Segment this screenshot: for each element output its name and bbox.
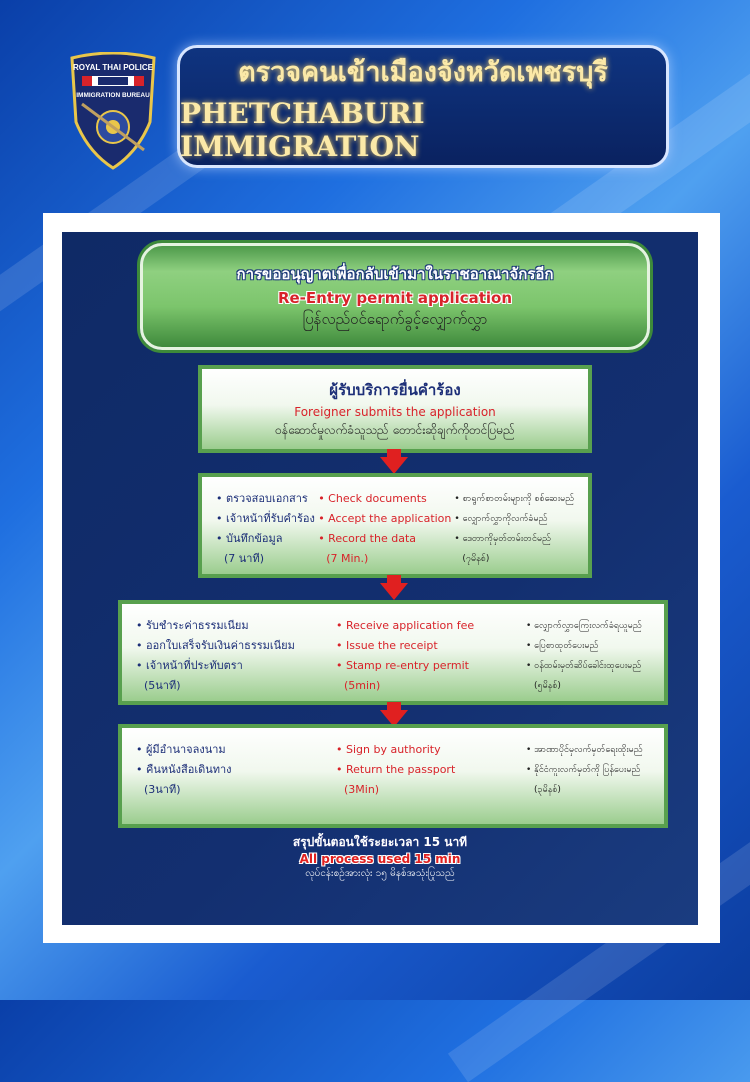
step3-myanmar-item: • လျှောက်လွှာကြေးလက်ခံရယူမည်: [526, 621, 642, 631]
header-title-thai: ตรวจคนเข้าเมืองจังหวัดเพชรบุรี: [238, 57, 608, 88]
title-english: Re-Entry permit application: [277, 288, 513, 307]
svg-text:ROYAL THAI POLICE: ROYAL THAI POLICE: [72, 63, 154, 72]
title-box: [140, 243, 650, 350]
svg-text:IMMIGRATION BUREAU: IMMIGRATION BUREAU: [76, 92, 150, 99]
step2-thai-item: • บันทึกข้อมูล: [216, 532, 283, 545]
step-sign-return: [118, 724, 668, 828]
step2-myanmar-item: • စာရွက်စာတမ်းများကို စစ်ဆေးမည်: [454, 494, 574, 504]
step2-thai-item: • เจ้าหน้าที่รับคำร้อง: [216, 512, 315, 525]
step3-thai-item: • เจ้าหน้าที่ประทับตรา: [136, 659, 243, 672]
step3-thai-time: (5นาที): [144, 679, 181, 692]
step2-english-item: • Record the data: [318, 532, 417, 545]
step4-myanmar-time: (၃မိနစ်): [534, 785, 561, 795]
step3-thai-item: • ออกใบเสร็จรับเงินค่าธรรมเนียม: [136, 639, 295, 652]
step-check-documents: [198, 473, 592, 578]
summary-myanmar: လုပ်ငန်းစဉ်အားလုံး ၁၅ မိနစ်အသုံးပြုသည်: [305, 868, 455, 879]
step2-myanmar-time: (၇မိနစ်): [462, 554, 490, 564]
step2-myanmar-item: • လျှောက်လွှာကိုလက်ခံမည်: [454, 514, 548, 524]
step4-thai-item: • ผู้มีอำนาจลงนาม: [136, 743, 226, 756]
header-title-english: PHETCHABURI IMMIGRATION: [180, 97, 425, 163]
immigration-bureau-logo: [68, 52, 158, 170]
summary-english: All process used 15 min: [299, 852, 461, 866]
page-header: [177, 45, 669, 168]
step3-myanmar-time: (၅မိနစ်): [534, 681, 561, 691]
step-payment: [118, 600, 668, 705]
step4-english-time: (3Min): [344, 783, 380, 796]
title-myanmar: ပြန်လည်ဝင်ရောက်ခွင့်လျှောက်လွှာ: [302, 309, 488, 328]
step2-english-item: • Check documents: [318, 492, 427, 505]
step4-thai-item: • คืนหนังสือเดินทาง: [136, 763, 232, 776]
step3-english-item: • Issue the receipt: [336, 639, 438, 652]
title-thai: การขออนุญาตเพื่อกลับเข้ามาในราชอาณาจักรอีก: [236, 264, 554, 283]
step2-thai-item: • ตรวจสอบเอกสาร: [216, 492, 308, 505]
step2-thai-time: (7 นาที): [224, 552, 265, 565]
step4-english-item: • Return the passport: [336, 763, 456, 776]
step1-english: Foreigner submits the application: [294, 405, 496, 419]
step2-english-item: • Accept the application: [318, 512, 452, 525]
step3-myanmar-item: • ဝန်ထမ်းမှတ်ဆိပ်ခေါင်းထုပေးမည်: [526, 661, 642, 671]
step1-thai: ผู้รับบริการยื่นคำร้อง: [329, 381, 461, 399]
step4-myanmar-item: • နိုင်ငံကူးလက်မှတ်ကို ပြန်ပေးမည်: [526, 765, 641, 775]
down-arrow-icon: [380, 583, 408, 600]
step3-english-item: • Receive application fee: [336, 619, 475, 632]
step3-english-item: • Stamp re-entry permit: [336, 659, 469, 672]
step2-english-time: (7 Min.): [326, 552, 369, 565]
step2-myanmar-item: • ဒေတာကိုမှတ်တမ်းတင်မည်: [454, 534, 551, 544]
step4-myanmar-item: • အာဏာပိုင်မှလက်မှတ်ရေးထိုးမည်: [526, 745, 643, 755]
step3-english-time: (5min): [344, 679, 381, 692]
summary: [62, 833, 698, 881]
step3-thai-item: • รับชำระค่าธรรมเนียม: [136, 619, 249, 632]
step-submit-application: [198, 365, 592, 453]
step4-thai-time: (3นาที): [144, 783, 181, 796]
step4-english-item: • Sign by authority: [336, 743, 441, 756]
step1-myanmar: ဝန်ဆောင်မှုလက်ခံသူသည် တောင်းဆိုချက်ကိုတင်ပြမည်: [275, 423, 515, 437]
down-arrow-icon: [380, 457, 408, 474]
summary-thai: สรุปขั้นตอนใช้ระยะเวลา 15 นาที: [292, 835, 468, 849]
step3-myanmar-item: • ပြေစာထုတ်ပေးမည်: [526, 641, 599, 651]
